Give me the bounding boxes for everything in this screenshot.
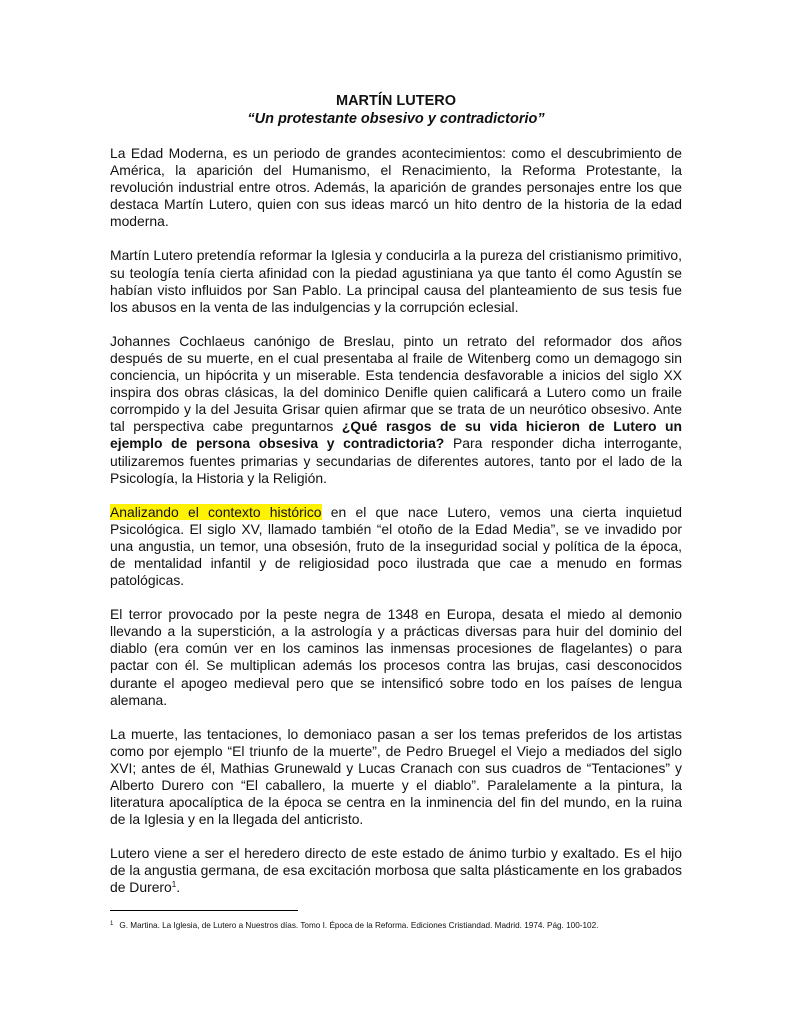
paragraph-text: Johannes Cochlaeus canónigo de Breslau, pinto un retrato del reformador dos años después de su muerte, en el cual presentaba al fraile de Witenberg como un demagogo sin conciencia, un hipócrita y un miserable. Esta tendencia desfavorable a inicios del siglo XX inspira dos obras clásicas, la del dominico Denifle quien calificará a Lutero como un fraile corrompido y la del Jesuita Grisar quien afirmar que se trata de un neurótico obsesivo. Ante tal perspectiva cabe preguntarnos	[110, 332, 682, 435]
paragraph-art: La muerte, las tentaciones, lo demoniaco pasan a ser los temas preferidos de los artistas como por ejemplo “El triunfo de la muerte”, de Pedro Bruegel el Viejo a mediados del siglo XVI; antes de él, Mathias Grunewald y Lucas Cranach con sus cuadros de “Tentaciones” y Alberto Durero con “El caballero, la muerte y el diablo”. Paralelamente a la pintura, la literatura apocalíptica de la época se centra en la inminencia del fin del mundo, en la ruina de la Iglesia y en la llegada del anticristo.	[110, 725, 682, 828]
footnote-reference[interactable]: 1	[171, 880, 177, 890]
footnote	[110, 919, 690, 931]
research-question: ¿Qué rasgos de su vida hicieron de Lutero un ejemplo de persona obsesiva y contradictoria?	[110, 418, 683, 452]
paragraph-intro: La Edad Moderna, es un periodo de grandes acontecimientos: como el descubrimiento de América, la aparición del Humanismo, el Renacimiento, la Reforma Protestante, la revolución industrial entre otros. Además, la aparición de grandes personajes entre los que destaca Martín Lutero, quien con sus ideas marcó un hito dentro de la historia de la edad moderna.	[110, 145, 682, 230]
document-subtitle: “Un protestante obsesivo y contradictorio”	[247, 111, 545, 127]
footnote-divider	[110, 910, 298, 911]
document-body	[110, 92, 682, 914]
paragraph-reform: Martín Lutero pretendía reformar la Iglesia y conducirla a la pureza del cristianismo primitivo, su teología tenía cierta afinidad con la piedad agustiniana ya que tanto él como Agustín se habían visto influidos por San Pablo. La principal causa del planteamiento de sus tesis fue los abusos en la venta de las indulgencias y la corrupción eclesial.	[110, 247, 682, 315]
paragraph-text: Lutero viene a ser el heredero directo de este estado de ánimo turbio y exaltado. Es el hijo de la angustia germana, de esa excitación morbosa que salta plásticamente en los grabados de Durero	[110, 845, 682, 896]
paragraph-text: en el que nace Lutero, vemos una cierta inquietud Psicológica. El siglo XV, llamado también “el otoño de la Edad Media”, se ve invadido por una angustia, un temor, una obsesión, fruto de la inseguridad social y política de la época, de mentalidad infantil y de religiosidad poco ilustrada que cae a menudo en formas patológicas.	[110, 503, 682, 589]
paragraph-end: .	[176, 879, 181, 896]
footnote-number: 1	[110, 921, 114, 927]
paragraph-context	[110, 504, 682, 589]
paragraph-heir	[110, 845, 682, 896]
highlighted-text: Analizando el contexto histórico	[110, 503, 322, 520]
document-title: MARTÍN LUTERO	[335, 93, 456, 109]
paragraph-text: Para responder dicha interrogante, utilizaremos fuentes primarias y secundarias de diferentes autores, tanto por el lado de la Psicología, la Historia y la Religión.	[110, 435, 682, 486]
paragraph-plague: El terror provocado por la peste negra de 1348 en Europa, desata el miedo al demonio llevando a la superstición, a la astrología y a prácticas diversas para huir del dominio del diablo (era común ver en los caminos las inmensas procesiones de flagelantes) o para pactar con él. Se multiplican además los procesos contra las brujas, casi desconocidos durante el apogeo medieval pero que se intensificó sobre todo en los países de lengua alemana.	[110, 606, 682, 708]
paragraph-cochlaeus	[110, 333, 682, 487]
footnote-text: G. Martina. La Iglesia, de Lutero a Nuestros días. Tomo I. Época de la Reforma. Ediciones Cristiandad. Madrid. 1974. Pág. 100-102.	[119, 921, 599, 930]
